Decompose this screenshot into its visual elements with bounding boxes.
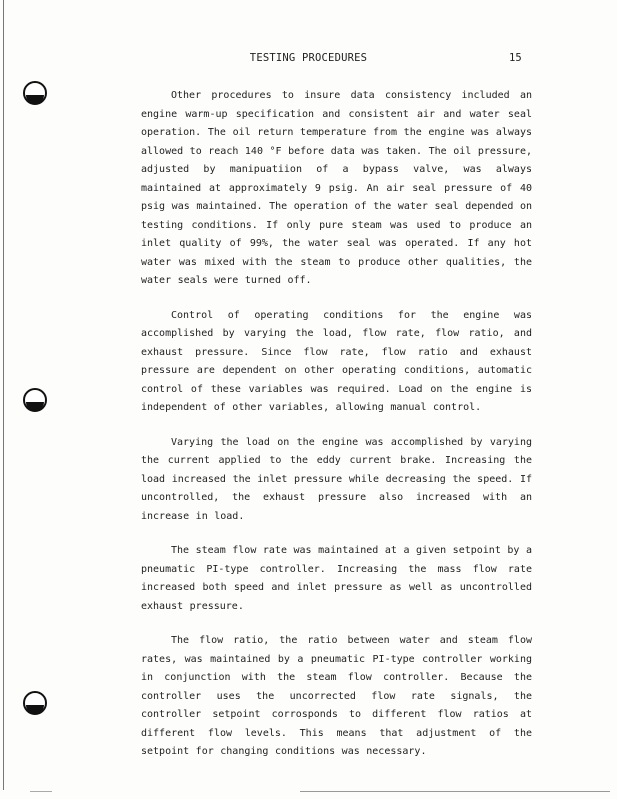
bottom-edge-rule [300, 791, 610, 792]
body-text [141, 87, 532, 778]
binder-hole-icon [22, 80, 48, 106]
paragraph: Varying the load on the engine was accomplished by varying the current applied to the eddy current brake. Increasing the load increased the inlet pressure while decreasing the speed. If uncontrolled, the exhaust pressure also increased with an increase in load. [141, 436, 532, 522]
scan-artifact [30, 791, 52, 792]
paragraph: Other procedures to insure data consistency included an engine warm-up specification and consistent air and water seal operation. The oil return temperature from the engine was always allowed to reach 140 °F before data was taken. The oil pressure, adjusted by manipuatiion of a bypass valve, was always maintained at approximately 9 psig. An air seal pressure of 40 psig was maintained. The operation of the water seal depended on testing conditions. If only pure steam was used to produce an inlet quality of 99%, the water seal was operated. If any hot water was mixed with the steam to produce other qualities, the water seals were turned off. [141, 90, 532, 286]
page-header-title: TESTING PROCEDURES [249, 52, 368, 64]
paragraph: The steam flow rate was maintained at a given setpoint by a pneumatic PI-type controller. Increasing the mass flow rate increased both speed and inlet pressure as well as uncontrolled exhaust pressure. [141, 545, 532, 612]
binder-hole-icon [22, 690, 48, 716]
paragraph: The flow ratio, the ratio between water and steam flow rates, was maintained by a pneumatic PI-type controller working in conjunction with the steam flow controller. Because the controller uses the uncorrected flow rate signals, the controller setpoint corrosponds to different flow ratios at different flow levels. This means that adjustment of the setpoint for changing conditions was necessary. [141, 635, 532, 757]
left-binding-edge [3, 0, 4, 790]
paragraph: Control of operating conditions for the engine was accomplished by varying the load, flow rate, flow ratio, and exhaust pressure. Since flow rate, flow ratio and exhaust pressure are dependent on other operating conditions, automatic control of these variables was required. Load on the engine is independent of other variables, allowing manual control. [141, 309, 532, 413]
page-number: 15 [509, 52, 522, 64]
binder-hole-icon [22, 387, 48, 413]
